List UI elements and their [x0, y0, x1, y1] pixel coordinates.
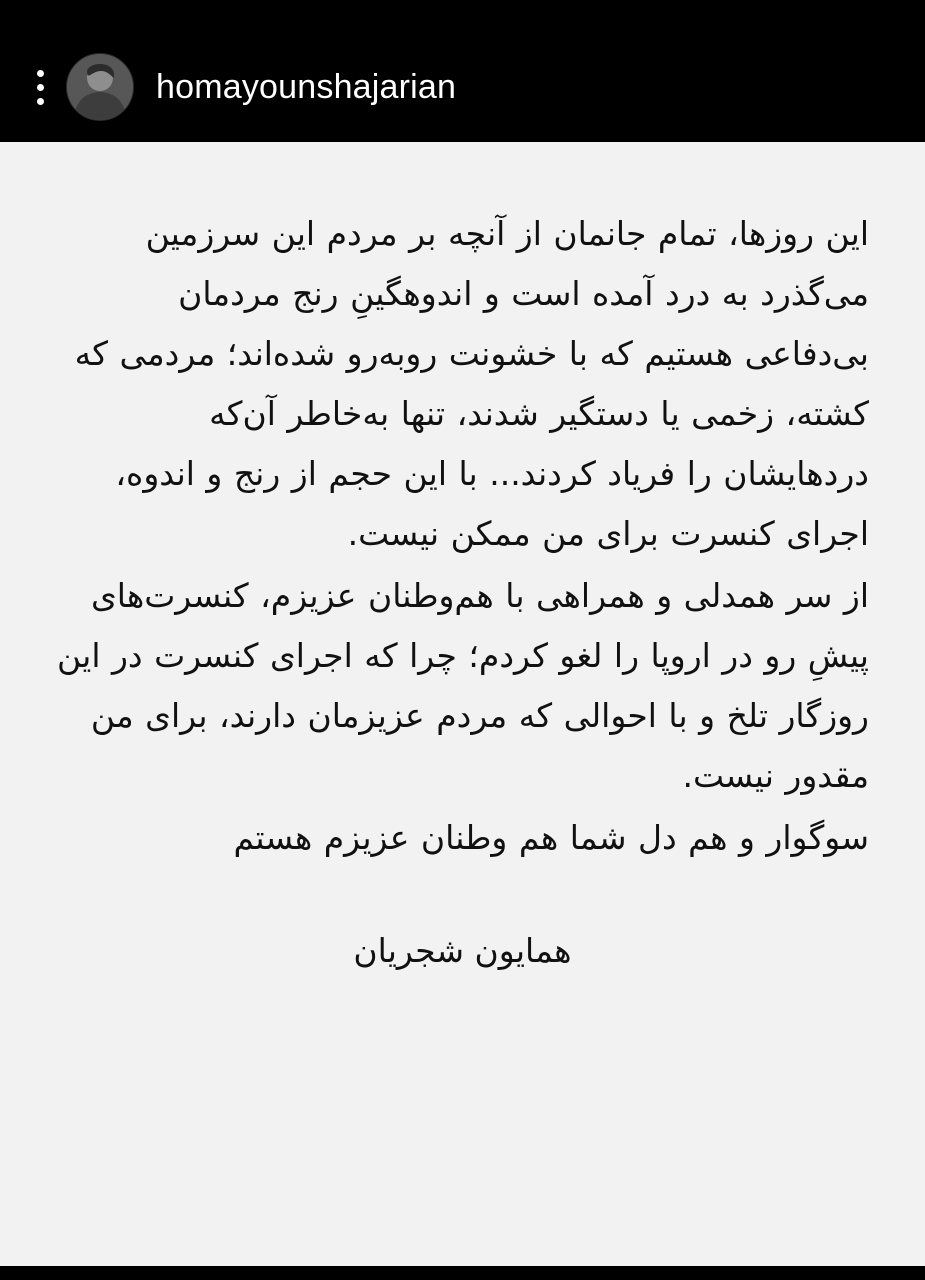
header-account[interactable] [62, 53, 901, 121]
status-bar [0, 0, 925, 32]
account-username[interactable]: homayounshajarian [156, 67, 457, 106]
post-paragraph: از سر همدلی و همراهی با هم‌وطنان عزیزم، کنسرت‌های پیشِ رو در اروپا را لغو کردم؛ چرا که اجرای کنسرت در این روزگار تلخ و با احوالی که مردم عزیزمان دارند، برای من مقدور نیست. [57, 576, 869, 796]
kebab-menu-icon[interactable] [18, 57, 62, 117]
post-paragraph: این روزها، تمام جانمان از آنچه بر مردم این سرزمین می‌گذرد به درد آمده است و اندوهگینِ رنج مردمان بی‌دفاعی هستیم که با خشونت روبه‌رو شده‌اند؛ مردمی که کشته، زخمی یا دستگیر شدند، تنها به‌خاطر آن‌که دردهایشان را فریاد کردند... با این حجم از رنج و اندوه، اجرای کنسرت برای من ممکن نیست. [74, 214, 869, 554]
avatar[interactable] [66, 53, 134, 121]
kebab-dot [37, 84, 44, 91]
post-header [0, 32, 925, 142]
post-text-card [0, 142, 925, 1266]
kebab-dot [37, 98, 44, 105]
bottom-bar [0, 1266, 925, 1280]
post-paragraph: سوگوار و هم دل شما هم وطنان عزیزم هستم [233, 818, 869, 858]
post-signature: همایون شجریان [353, 930, 572, 970]
kebab-dot [37, 70, 44, 77]
